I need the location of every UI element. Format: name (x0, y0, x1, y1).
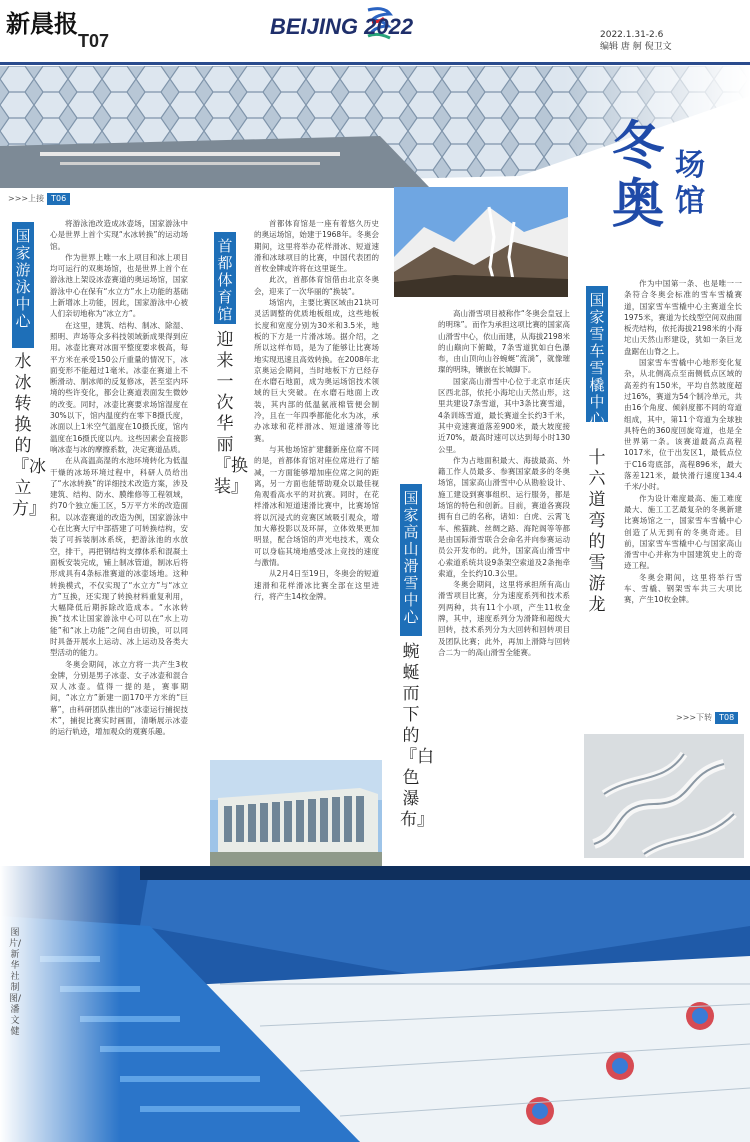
paragraph: 此次，首都体育馆借由北京冬奥会，迎来了一次华丽的“换装”。 (254, 275, 379, 296)
article-aquatics (50, 218, 188, 883)
paragraph: 高山滑雪项目被称作“冬奥会皇冠上的明珠”。而作为承担这项比赛的国家高山滑雪中心，依山而建，从海拔2198米的山巅向下俯瞰，7条雪道犹如白色瀑布，由山顶向山谷蜿蜒“流淌”，就像璀璨的明珠，镶嵌在长城脚下。 (438, 309, 570, 375)
paragraph: 作为世界上唯一水上项目和冰上项目均可运行的双奥场馆，也是世界上首个在游泳池上架设冰壶赛道的奥运场馆，国家游泳中心在保有“水立方”水上功能的基础上新增冰上功能，因此，国家游泳中心被人们亲切地称为“冰立方”。 (50, 252, 188, 319)
paragraph: 冬奥会期间，冰立方将一共产生3枚金牌，分别是男子冰壶、女子冰壶和混合双人冰壶。值得一提的是，赛事期间，“冰立方”新建一面170平方米的“巨幕”，由科研团队推出的“冰壶运行捕捉技术”，捕捉比赛实时画面，清晰展示冰壶的运行轨迹，增加观众的观赛乐趣。 (50, 659, 188, 737)
paragraph: 冬奥会期间，这里将承担所有高山滑雪项目比赛，分为速度系列和技术系列两种，共有11个小项，产生11枚金牌，其中，速度系列分为滑降和超级大回转，技术系列分为大回转和回转项目及团队比赛；此外，再加上滑降与回转合二为一的高山滑雪全能赛。 (438, 580, 570, 657)
article-sliding (624, 278, 742, 704)
section-venue-sliding: 国家雪车雪橇中心 (586, 286, 608, 422)
paragraph: 作为设计难度最高、施工难度最大、施工工艺最复杂的冬奥新建比赛场馆之一，国家雪车雪橇中心创造了从无到有的冬奥奇迹。目前，国家雪车雪橇中心与国家高山滑雪中心并称为中国建筑史上的奇迹工程。 (624, 493, 742, 571)
continued-from-tag: >>>上接 T06 (8, 193, 70, 205)
paragraph: 从2月4日至19日，冬奥会的短道速滑和花样滑冰比赛全部在这里进行，将产生14枚金牌。 (254, 569, 379, 601)
paragraph: 国家高山滑雪中心位于北京市延庆区西北部，依托小海坨山天然山形，这里共建设7条雪道，其中3条比赛雪道，4条训练雪道，最长赛道全长约3千米，其中竞速赛道落差900米，最大坡度接近70%，最高时速可以达到每小时130公里。 (438, 376, 570, 454)
section-subtitle-alpine: 蜿蜒而下的『白色瀑布』 (400, 642, 434, 830)
paragraph: 将游泳池改造成冰壶场，国家游泳中心是世界上首个实现“水冰转换”的运动场馆。 (50, 219, 188, 251)
article-alpine (438, 308, 570, 874)
section-venue-aquatics: 国家游泳中心 (12, 222, 34, 348)
newspaper-logo: 新晨报 (6, 9, 78, 38)
continued-to-tag: >>>下转 T08 (676, 712, 738, 724)
section-venue-capital: 首都体育馆 (214, 232, 236, 324)
continued-from-page: T06 (47, 193, 70, 205)
section-subtitle-capital: 迎来一次华丽『换装』 (214, 330, 248, 497)
paragraph: 作为中国第一条、也是唯一一条符合冬奥会标准的雪车雪橇赛道，国家雪车雪橇中心主赛道全长1975米，赛道为长线型空间双曲面板壳结构，依托海拔2198米的小海坨山天然山形建设，犹如一条巨龙盘踞在山脊之上。 (624, 279, 742, 356)
paragraph: 与其他场馆扩建翻新座位席不同的是，首都体育馆对座位席进行了缩减，一方面能够增加座位席之间的距离，另一方面也能帮助观众以最佳视角观看高水平的对抗赛。同时，在花样滑冰和短道速滑比赛中，比赛场馆将以沉浸式的竞赛区域吸引观众，增加大幕投影以及环屏，立体效果更加明显，配合场馆的声光电技术，观众可以身临其境地感受冰上竞技的速度与激情。 (254, 444, 379, 567)
page-number: T07 (78, 31, 110, 51)
photo-credit: 图片/新华社 制图/潘文健 (8, 928, 22, 1037)
feature-title-main: 冬奥 (611, 116, 664, 235)
alpine-mountain-photo (394, 187, 568, 297)
paragraph: 作为占地面积最大、海拔最高、外籍工作人员最多、参赛国家最多的冬奥场馆，国家高山滑雪中心从勘验设计、施工建设到赛事组织、运行服务，都是场馆的特色和创新。目前，赛道各赛段拥有自己的名称，诸如：白虎、云霄飞车、熊猫跳、丝绸之路、海陀阁等等都是由国际滑雪联合会命名并向参赛运动员公开发布的。此外，国家高山滑雪中心索道系统共设9条架空索道及2条拖牵索道，全长约10.3公里。 (438, 455, 570, 578)
sliding-track-photo (584, 734, 744, 858)
header-rule (0, 62, 750, 65)
paragraph: 在从高温高湿的水池环境转化为低温干燥的冰场环境过程中，科研人员给出了“水冰转换”的详细技术改造方案，涉及建筑、结构、防水、膜维修等工程领域，约70个独立施工区，5万平方米的改造面积。以冰壶赛道的改造为例，国家游泳中心在比赛大厅中部搭建了可转换结构，安装了可拆装制冰系统，把游泳池的水放空，排干，再把钢结构支撑体系和混凝土面板安装完成，铺上制冰管道，制冰后将形成具有4条标准赛道的冰壶场地。这种转换模式，不仅实现了“水立方”与“冰立方”互换，还实现了转换材料重复利用，大幅降低后期拆除改造成本。“水冰转换”技术让国家游泳中心可以在“水上功能”和“冰上功能”之间自由切换，可以同时具备开展水上运动、冰上运动及各类大型活动的能力。 (50, 456, 188, 658)
capital-stadium-photo (210, 760, 382, 866)
article-capital (254, 218, 379, 706)
paragraph: 在这里，建筑、结构、制冰、除湿、照明、声场等众多科技领域新成果得到应用。冰壶比赛对冰面平整度要求极高，每平方米在承受150公斤重量的情况下，冰面变形不能超过1毫米。冰壶在赛道上不断滑动、制冰师的反复修冰，甚至室内环境的些许变化，都会让赛道表面发生微妙的改变。同时，冰壶比赛要求场馆湿度在30%以下，馆内温度约在零下8摄氏度，冰面以上1米空气温度在10摄氏度，馆内温度在16摄氏度以内。这些因素会直接影响冰壶与冰的摩擦系数，决定赛道品质。 (50, 320, 188, 454)
paragraph: 国家雪车雪橇中心地形变化复杂，从北侧高点至南侧低点区域的高差约有150米，平均自然坡度超过16%，赛道为54个制冷单元，共由16个角度、倾斜度都不同的弯道组成，其中，第11个弯道为全球独具特色的360度回旋弯道，也是全世界第一条。该赛道最高点高程1017米，位于出发区1，最低点位于C16弯底部，高程896米，最大落差121米，最快滑行速度134.4千米/小时。 (624, 358, 742, 492)
ice-cube-curling-arena-photo (0, 866, 750, 1142)
feature-title-sub: 场馆 (675, 148, 705, 219)
section-subtitle-sliding: 十六道弯的雪游龙 (588, 448, 606, 615)
event-title: BEIJING 2022 (270, 14, 414, 39)
section-subtitle-aquatics: 水冰转换的『冰立方』 (12, 352, 46, 519)
issue-date: 2022.1.31-2.6 (600, 30, 664, 40)
continued-to-page: T08 (715, 712, 738, 724)
section-venue-alpine: 国家高山滑雪中心 (400, 484, 422, 636)
paragraph: 冬奥会期间，这里将举行雪车、雪橇、钢架雪车共三大项比赛，产生10枚金牌。 (624, 572, 742, 605)
editor-credits: 编辑 唐 舸 倪卫文 (600, 42, 672, 52)
paragraph: 场馆内，主要比赛区域由21块可灵活调整的优质地板组成，这些地板长度和宽度分别为30米和3.5米，地板的下方是一片滑冰场。据介绍，之所以这样布局，是为了能够让比赛场地实现迅速且高效转换。在2008年北京奥运会期间，当时地板下方已经存在水磨石地面，成为奥运场馆技术领域的巨大突破。在水磨石地面上改装，其内部的低温氨液棉管便会制冷，且在一年四季都能化水为冰，承办冰球和花样滑冰、短道速滑等比赛。 (254, 298, 379, 443)
paragraph: 首都体育馆是一座有着悠久历史的奥运场馆，始建于1968年。冬奥会期间，这里将举办花样滑冰、短道速滑和冰球项目的比赛，中国代表团的首枚金牌或许将在这里诞生。 (254, 219, 379, 274)
